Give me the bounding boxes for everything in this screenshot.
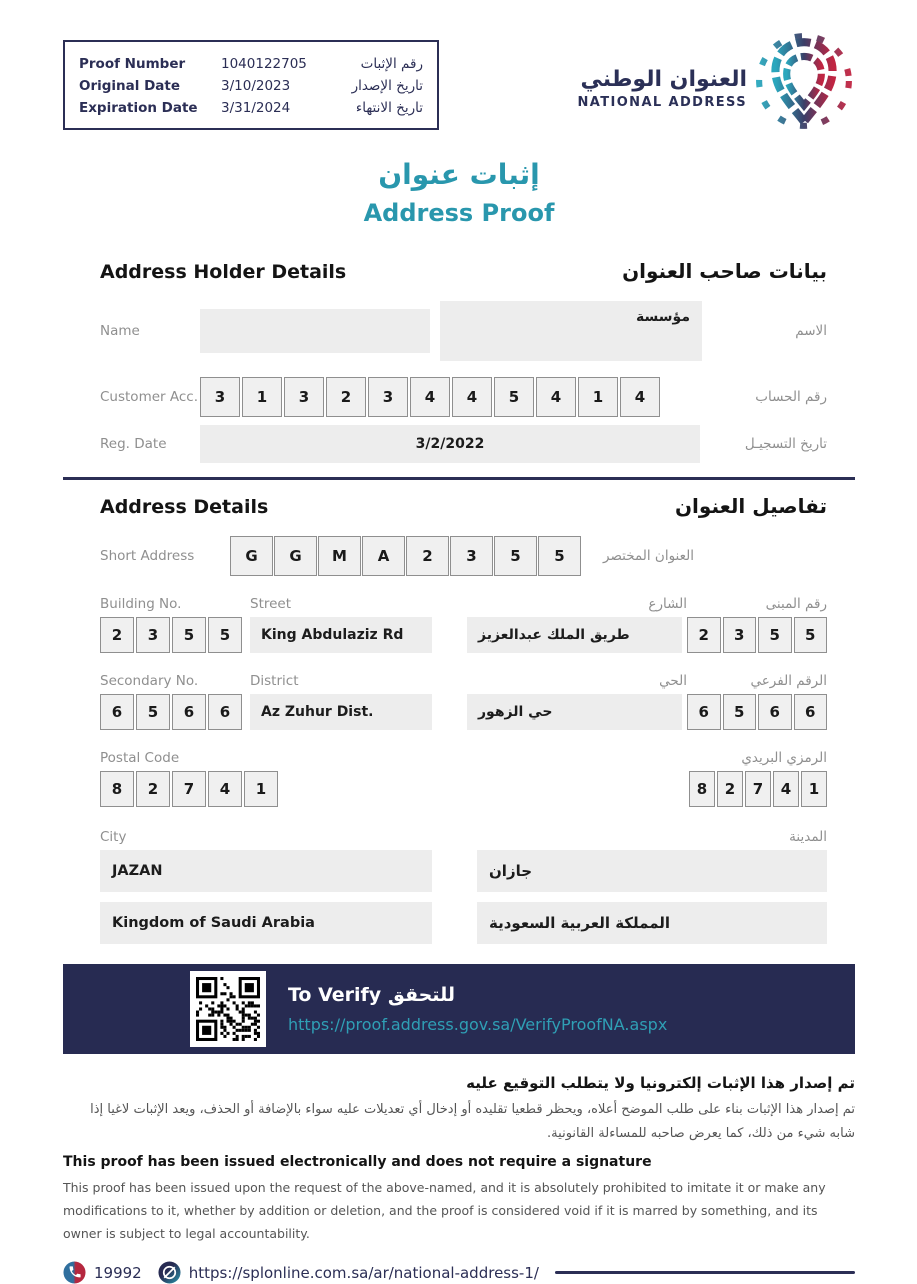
secondary-digit: 6 (687, 694, 721, 730)
expiration-date-label-ar: تاريخ الانتهاء (355, 100, 423, 116)
short-char: M (318, 536, 361, 576)
reg-date-value: 3/2/2022 (200, 425, 700, 463)
acc-digit: 5 (494, 377, 534, 417)
postal-code-row (100, 771, 827, 807)
holder-heading-ar: بيانات صاحب العنوان (622, 259, 827, 283)
short-char: 5 (538, 536, 581, 576)
disclaimer-english (63, 1154, 855, 1245)
postal-digit: 8 (100, 771, 134, 807)
postal-digit: 8 (689, 771, 715, 807)
secondary-digit: 5 (136, 694, 170, 730)
acc-digit: 1 (242, 377, 282, 417)
disclaimer-en-body: This proof has been issued upon the request of the above-named, and it is absolutely prohibited to imitate it or make any modifications to it, whether by addition or deletion, and the proof is considered void if it is marred by something, and its owner is subject to legal accountability. (63, 1180, 826, 1241)
original-date-label-ar: تاريخ الإصدار (351, 78, 423, 94)
building-digits-ar-side (687, 617, 827, 653)
postal-digit: 4 (773, 771, 799, 807)
acc-digit: 4 (410, 377, 450, 417)
original-date-label-en: Original Date (79, 78, 181, 94)
city-label-en: City (100, 829, 127, 845)
acc-digit: 2 (326, 377, 366, 417)
secondary-digits-ar-side (687, 694, 827, 730)
district-label-ar: الحي (659, 673, 687, 689)
district-label-en: District (250, 673, 299, 689)
original-date-value: 3/10/2023 (221, 78, 291, 94)
postal-digit: 2 (136, 771, 170, 807)
proof-number-row (79, 53, 423, 75)
postal-digits-ar-side (689, 771, 827, 807)
acc-digit: 3 (200, 377, 240, 417)
city-row (100, 850, 827, 892)
secondary-digit: 6 (758, 694, 792, 730)
address-heading-ar: تفاصيل العنوان (674, 494, 827, 518)
short-char: 5 (494, 536, 537, 576)
holder-heading-en: Address Holder Details (100, 261, 347, 283)
acc-digit: 4 (536, 377, 576, 417)
name-value-ar-field: مؤسسة (440, 301, 702, 361)
title-arabic: إثبات عنوان (378, 158, 540, 191)
secondary-district-row (100, 694, 827, 730)
disclaimer-en-heading: This proof has been issued electronically and does not require a signature (63, 1154, 652, 1170)
short-char: 2 (406, 536, 449, 576)
short-char: A (362, 536, 405, 576)
acc-digit: 3 (284, 377, 324, 417)
building-digit: 5 (208, 617, 242, 653)
district-value-ar: حي الزهور (467, 694, 682, 730)
secondary-no-label-en: Secondary No. (100, 673, 199, 689)
support-phone-number: 19992 (94, 1263, 142, 1282)
building-digits-en-side (100, 617, 250, 653)
reg-date-label-ar: تاريخ التسجيـل (744, 436, 827, 452)
postal-digit: 7 (745, 771, 771, 807)
disclaimer-ar-heading: تم إصدار هذا الإثبات إلكترونيا ولا يتطلب التوقيع عليه (466, 1074, 855, 1092)
building-digit: 5 (172, 617, 206, 653)
secondary-digit: 6 (100, 694, 134, 730)
street-label-en: Street (250, 596, 292, 612)
secondary-digit: 6 (208, 694, 242, 730)
verify-title: To Verify للتحقق (288, 984, 455, 1006)
phone-icon (63, 1261, 86, 1284)
proof-number-label-en: Proof Number (79, 56, 186, 72)
short-char: G (230, 536, 273, 576)
national-address-logo (577, 32, 855, 134)
document-header (63, 40, 855, 134)
verify-banner (63, 964, 855, 1054)
proof-info-box (63, 40, 439, 130)
city-value-en: JAZAN (100, 850, 432, 892)
document-footer (63, 1261, 855, 1284)
spl-website-link[interactable]: https://splonline.com.sa/ar/national-address-1/ (188, 1263, 539, 1282)
verify-url-link[interactable]: https://proof.address.gov.sa/VerifyProofNA.aspx (288, 1015, 668, 1034)
building-street-row (100, 617, 827, 653)
customer-account-row (100, 377, 827, 417)
customer-acc-digits (200, 377, 660, 417)
disclaimer-arabic (63, 1074, 855, 1146)
country-value-en: Kingdom of Saudi Arabia (100, 902, 432, 944)
customer-acc-label-en: Customer Acc. (100, 389, 199, 405)
building-digit: 2 (100, 617, 134, 653)
acc-digit: 4 (452, 377, 492, 417)
secondary-digit: 6 (794, 694, 828, 730)
street-value-ar: طريق الملك عبدالعزيز (467, 617, 682, 653)
proof-number-label-ar: رقم الإثبات (360, 56, 423, 72)
building-digit: 5 (758, 617, 792, 653)
logo-title-english: NATIONAL ADDRESS (577, 94, 747, 110)
acc-digit: 3 (368, 377, 408, 417)
acc-digit: 4 (620, 377, 660, 417)
district-value-en: Az Zuhur Dist. (250, 694, 432, 730)
disclaimer-ar-body: تم إصدار هذا الإثبات بناء على طلب الموضح أعلاه، ويحظر قطعيا تقليده أو إدخال أي تعديلات عليه سواء بالإضافة أو الحذف، ويعد الإثبات لاغيا إذا شابه شيء من ذلك، كما يعرض صاحبه للمساءلة القانونية. (90, 1102, 855, 1141)
city-value-ar: جازان (477, 850, 827, 892)
postal-digits-en-side (100, 771, 278, 807)
logo-title-arabic: العنوان الوطني (580, 66, 747, 92)
country-value-ar: المملكة العربية السعودية (477, 902, 827, 944)
postal-digit: 4 (208, 771, 242, 807)
building-digit: 5 (794, 617, 828, 653)
name-row (100, 301, 827, 361)
postal-digit: 2 (717, 771, 743, 807)
postal-digit: 1 (244, 771, 278, 807)
footer-rule (555, 1271, 855, 1274)
short-address-label-en: Short Address (100, 548, 195, 564)
short-address-row (100, 536, 827, 576)
proof-number-value: 1040122705 (221, 56, 307, 72)
acc-digit: 1 (578, 377, 618, 417)
expiration-date-value: 3/31/2024 (221, 100, 291, 116)
building-digit: 3 (136, 617, 170, 653)
original-date-row (79, 75, 423, 97)
address-heading-en: Address Details (100, 496, 269, 518)
street-value-en: King Abdulaziz Rd (250, 617, 432, 653)
location-pin-logo-icon (753, 32, 855, 134)
qr-code (190, 971, 266, 1047)
building-no-label-en: Building No. (100, 596, 182, 612)
name-label-en: Name (100, 323, 140, 339)
registration-date-row (100, 425, 827, 463)
short-char: 3 (450, 536, 493, 576)
secondary-digit: 6 (172, 694, 206, 730)
short-address-chars (230, 536, 581, 576)
secondary-digit: 5 (723, 694, 757, 730)
reg-date-label-en: Reg. Date (100, 436, 167, 452)
name-label-ar: الاسم (795, 323, 827, 339)
title-english: Address Proof (363, 199, 555, 227)
postal-code-label-en: Postal Code (100, 750, 180, 766)
customer-acc-label-ar: رقم الحساب (755, 389, 827, 405)
document-title (63, 158, 855, 227)
building-no-label-ar: رقم المبنى (765, 596, 827, 612)
postal-code-label-ar: الرمزي البريدي (741, 750, 827, 766)
expiration-date-row (79, 97, 423, 119)
postal-digit: 7 (172, 771, 206, 807)
secondary-no-label-ar: الرقم الفرعي (750, 673, 827, 689)
street-label-ar: الشارع (648, 596, 687, 612)
globe-icon (158, 1261, 181, 1284)
secondary-digits-en-side (100, 694, 250, 730)
postal-digit: 1 (801, 771, 827, 807)
expiration-date-label-en: Expiration Date (79, 100, 198, 116)
name-value-en-field (200, 309, 430, 353)
section-divider (63, 477, 855, 480)
building-digit: 3 (723, 617, 757, 653)
address-details-section (63, 494, 855, 944)
country-row (100, 902, 827, 944)
short-char: G (274, 536, 317, 576)
building-digit: 2 (687, 617, 721, 653)
short-address-label-ar: العنوان المختصر (603, 548, 694, 564)
address-holder-section (63, 259, 855, 463)
city-label-ar: المدينة (789, 829, 827, 845)
